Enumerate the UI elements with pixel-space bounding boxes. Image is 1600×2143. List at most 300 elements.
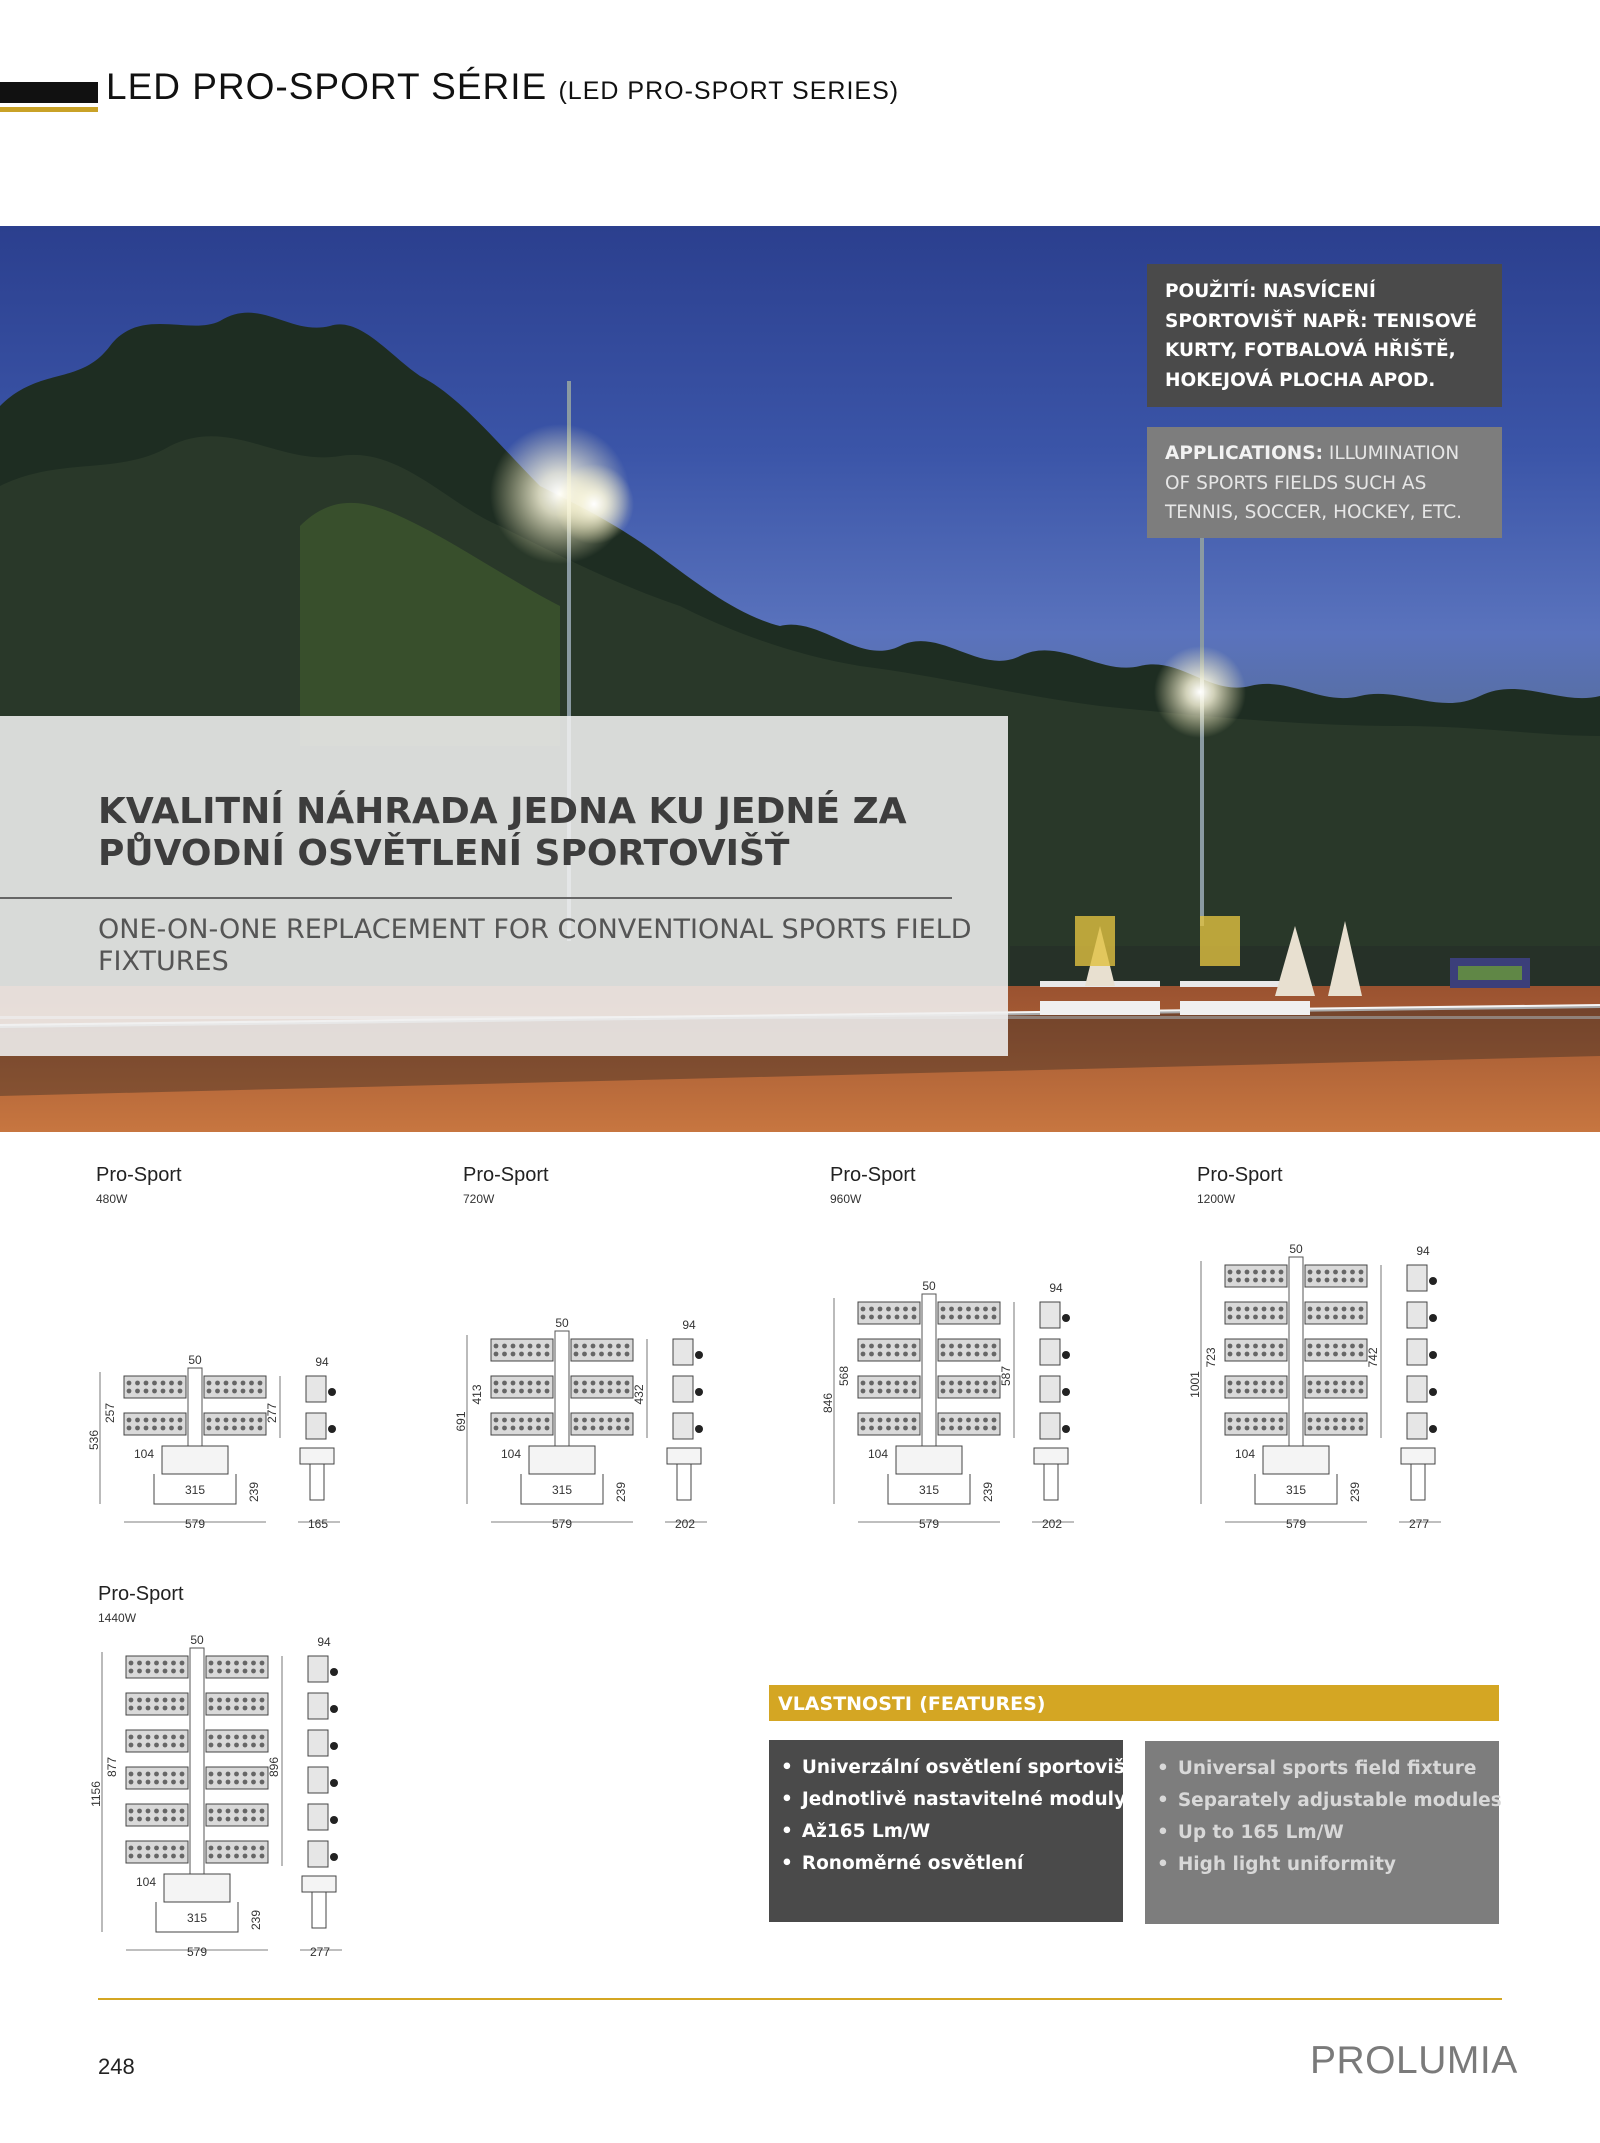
fixture-side-view (300, 1376, 336, 1500)
led-chip (180, 1772, 185, 1777)
led-chip (1253, 1381, 1258, 1386)
led-chip (1279, 1307, 1284, 1312)
dimension-label: 277 (1408, 1517, 1430, 1531)
dimension-label: 579 (551, 1517, 573, 1531)
led-chip (163, 1661, 168, 1666)
led-chip (209, 1669, 214, 1674)
led-chip (1279, 1389, 1284, 1394)
led-module (491, 1413, 553, 1435)
led-chip (129, 1669, 134, 1674)
led-chip (975, 1426, 980, 1431)
led-chip (171, 1809, 176, 1814)
dimension-label: 315 (1285, 1483, 1307, 1497)
led-module (1305, 1302, 1367, 1324)
header-bar-gold (0, 107, 98, 112)
led-chip (154, 1743, 159, 1748)
driver-housing (162, 1446, 228, 1474)
fixture-front-view (1225, 1257, 1367, 1504)
dimension-label: 94 (315, 1355, 329, 1369)
led-chip (144, 1418, 149, 1423)
led-module (938, 1413, 1000, 1435)
dimension-label: 1156 (89, 1781, 103, 1807)
led-chip (260, 1772, 265, 1777)
led-chip (1342, 1307, 1347, 1312)
led-chip (895, 1418, 900, 1423)
led-chip (616, 1418, 621, 1423)
led-chip (260, 1809, 265, 1814)
led-chip (1308, 1352, 1313, 1357)
dimension-label: 202 (674, 1517, 696, 1531)
led-chip (536, 1426, 541, 1431)
led-chip (1270, 1315, 1275, 1320)
led-chip (1350, 1381, 1355, 1386)
led-module (571, 1413, 633, 1435)
led-chip (502, 1426, 507, 1431)
led-chip (1316, 1307, 1321, 1312)
led-chip (1270, 1418, 1275, 1423)
led-chip (146, 1772, 151, 1777)
led-chip (251, 1669, 256, 1674)
led-chip (243, 1735, 248, 1740)
led-chip (171, 1780, 176, 1785)
led-chip (975, 1352, 980, 1357)
led-chip (599, 1389, 604, 1394)
led-chip (958, 1426, 963, 1431)
dimension-label: 104 (1234, 1447, 1256, 1461)
led-chip (1270, 1381, 1275, 1386)
side-module (1407, 1302, 1427, 1328)
led-chip (599, 1381, 604, 1386)
led-chip (599, 1352, 604, 1357)
feature-en-item: • Separately adjustable modules (1157, 1785, 1499, 1817)
led-module (206, 1841, 268, 1863)
product-name-720: Pro-Sport (463, 1164, 549, 1186)
led-chip (878, 1418, 883, 1423)
led-chip (251, 1698, 256, 1703)
headline-panel (0, 716, 1008, 1056)
led-chip (1350, 1278, 1355, 1283)
led-chip (903, 1352, 908, 1357)
led-chip (251, 1846, 256, 1851)
led-chip (625, 1352, 630, 1357)
led-chip (903, 1426, 908, 1431)
led-chip (983, 1352, 988, 1357)
dimension-label: 50 (555, 1316, 569, 1330)
adjust-knob (695, 1425, 703, 1433)
led-chip (1359, 1381, 1364, 1386)
led-chip (608, 1426, 613, 1431)
led-chip (949, 1426, 954, 1431)
led-module (858, 1302, 920, 1324)
adjust-knob (328, 1425, 336, 1433)
led-chip (226, 1854, 231, 1859)
side-module (1040, 1376, 1060, 1402)
led-chip (154, 1780, 159, 1785)
led-module (126, 1693, 188, 1715)
led-module (206, 1804, 268, 1826)
led-chip (599, 1426, 604, 1431)
dimension-label: 239 (249, 1909, 263, 1931)
led-chip (129, 1706, 134, 1711)
led-chip (895, 1307, 900, 1312)
dimension-label: 165 (307, 1517, 329, 1531)
dimension-label: 846 (821, 1392, 835, 1414)
led-chip (1236, 1418, 1241, 1423)
led-chip (226, 1661, 231, 1666)
led-chip (226, 1846, 231, 1851)
led-module (126, 1767, 188, 1789)
driver-housing (896, 1446, 962, 1474)
led-chip (243, 1809, 248, 1814)
dimension-label: 94 (1049, 1281, 1063, 1295)
led-chip (154, 1706, 159, 1711)
dimension-label: 94 (682, 1318, 696, 1332)
led-chip (1316, 1278, 1321, 1283)
led-chip (494, 1426, 499, 1431)
led-chip (869, 1426, 874, 1431)
led-chip (1245, 1426, 1250, 1431)
product-name-960: Pro-Sport (830, 1164, 916, 1186)
led-chip (1333, 1278, 1338, 1283)
led-chip (178, 1381, 183, 1386)
led-chip (608, 1352, 613, 1357)
usage-text-en: ILLUMINATION OF SPORTS FIELDS SUCH AS TENNIS, SOCCER, HOCKEY, ETC. (1165, 443, 1463, 523)
led-chip (137, 1706, 142, 1711)
led-chip (1325, 1389, 1330, 1394)
led-chip (171, 1735, 176, 1740)
led-chip (886, 1389, 891, 1394)
led-chip (163, 1706, 168, 1711)
led-chip (161, 1426, 166, 1431)
led-module (1305, 1339, 1367, 1361)
led-chip (502, 1344, 507, 1349)
led-chip (903, 1307, 908, 1312)
led-chip (180, 1661, 185, 1666)
led-chip (135, 1381, 140, 1386)
product-name-480: Pro-Sport (96, 1164, 182, 1186)
led-chip (1316, 1344, 1321, 1349)
side-module (673, 1376, 693, 1402)
dimension-label: 723 (1204, 1347, 1218, 1368)
led-chip (591, 1426, 596, 1431)
fixture-side-view (302, 1656, 338, 1928)
led-chip (1228, 1352, 1233, 1357)
led-chip (146, 1817, 151, 1822)
dimension-label: 742 (1366, 1347, 1380, 1368)
led-chip (224, 1381, 229, 1386)
led-chip (574, 1418, 579, 1423)
led-chip (144, 1381, 149, 1386)
led-chip (975, 1418, 980, 1423)
led-chip (207, 1389, 212, 1394)
led-chip (625, 1381, 630, 1386)
led-chip (941, 1307, 946, 1312)
led-chip (251, 1780, 256, 1785)
led-chip (895, 1344, 900, 1349)
led-chip (536, 1389, 541, 1394)
led-chip (502, 1418, 507, 1423)
led-chip (258, 1418, 263, 1423)
led-chip (217, 1846, 222, 1851)
usage-box-cz (1147, 264, 1502, 407)
led-chip (1262, 1418, 1267, 1423)
led-chip (224, 1426, 229, 1431)
dimension-label: 691 (454, 1411, 468, 1432)
led-chip (886, 1381, 891, 1386)
led-chip (171, 1698, 176, 1703)
led-chip (528, 1344, 533, 1349)
feature-cz-item: • Univerzální osvětlení sportovišť (781, 1752, 1123, 1784)
dimension-label: 587 (999, 1365, 1013, 1387)
led-chip (519, 1344, 524, 1349)
led-chip (217, 1661, 222, 1666)
led-module (571, 1339, 633, 1361)
led-chip (243, 1772, 248, 1777)
led-chip (1253, 1278, 1258, 1283)
driver-housing (529, 1446, 595, 1474)
led-chip (127, 1426, 132, 1431)
led-chip (1325, 1278, 1330, 1283)
led-chip (146, 1780, 151, 1785)
led-chip (1245, 1307, 1250, 1312)
led-chip (1316, 1315, 1321, 1320)
led-chip (152, 1389, 157, 1394)
led-chip (574, 1352, 579, 1357)
led-chip (234, 1854, 239, 1859)
led-chip (494, 1352, 499, 1357)
led-chip (234, 1743, 239, 1748)
led-chip (161, 1381, 166, 1386)
led-chip (1333, 1307, 1338, 1312)
led-chip (966, 1344, 971, 1349)
led-chip (861, 1418, 866, 1423)
led-chip (180, 1817, 185, 1822)
led-chip (992, 1418, 997, 1423)
led-chip (545, 1352, 550, 1357)
led-chip (966, 1381, 971, 1386)
led-chip (1342, 1270, 1347, 1275)
dimension-label: 104 (133, 1447, 155, 1461)
led-chip (169, 1389, 174, 1394)
led-chip (1359, 1352, 1364, 1357)
led-chip (861, 1315, 866, 1320)
led-chip (171, 1669, 176, 1674)
led-chip (1316, 1418, 1321, 1423)
led-chip (154, 1846, 159, 1851)
led-chip (519, 1352, 524, 1357)
side-module (1407, 1265, 1427, 1291)
led-chip (260, 1854, 265, 1859)
led-chip (163, 1809, 168, 1814)
led-chip (1253, 1344, 1258, 1349)
led-chip (574, 1426, 579, 1431)
led-module (858, 1413, 920, 1435)
led-chip (171, 1706, 176, 1711)
led-chip (260, 1743, 265, 1748)
led-chip (983, 1307, 988, 1312)
led-chip (949, 1418, 954, 1423)
led-chip (217, 1735, 222, 1740)
dimension-label: 413 (470, 1384, 484, 1405)
led-chip (1359, 1270, 1364, 1275)
led-chip (1359, 1307, 1364, 1312)
led-chip (207, 1426, 212, 1431)
led-chip (129, 1698, 134, 1703)
led-chip (1333, 1344, 1338, 1349)
adjust-knob (1062, 1388, 1070, 1396)
fixture-front-view (126, 1648, 268, 1932)
led-chip (209, 1854, 214, 1859)
features-box-en (1145, 1741, 1502, 1924)
led-chip (903, 1389, 908, 1394)
led-chip (1308, 1344, 1313, 1349)
led-chip (1359, 1315, 1364, 1320)
led-chip (135, 1418, 140, 1423)
led-chip (129, 1854, 134, 1859)
led-chip (1245, 1381, 1250, 1386)
led-chip (878, 1389, 883, 1394)
led-chip (502, 1352, 507, 1357)
led-chip (1333, 1389, 1338, 1394)
dimension-label: 277 (309, 1945, 331, 1959)
led-chip (1308, 1389, 1313, 1394)
led-chip (1333, 1315, 1338, 1320)
led-chip (582, 1418, 587, 1423)
led-chip (1262, 1270, 1267, 1275)
led-chip (226, 1669, 231, 1674)
led-chip (1236, 1270, 1241, 1275)
feature-en-item: • High light uniformity (1157, 1849, 1499, 1881)
brand-logo-text: PROLUMIA (1310, 2039, 1518, 2082)
led-chip (1308, 1307, 1313, 1312)
feature-en-item: • Up to 165 Lm/W (1157, 1817, 1499, 1849)
features-box-cz (769, 1740, 1134, 1922)
led-chip (949, 1389, 954, 1394)
led-chip (137, 1743, 142, 1748)
led-chip (135, 1426, 140, 1431)
side-module (308, 1841, 328, 1867)
led-chip (1359, 1344, 1364, 1349)
led-chip (137, 1669, 142, 1674)
drawing-1200w (1188, 1208, 1491, 1531)
led-chip (1236, 1352, 1241, 1357)
led-chip (146, 1698, 151, 1703)
led-chip (992, 1315, 997, 1320)
led-chip (180, 1698, 185, 1703)
dimension-label: 277 (265, 1402, 279, 1424)
led-chip (260, 1661, 265, 1666)
led-module (1305, 1265, 1367, 1287)
led-chip (886, 1315, 891, 1320)
led-chip (545, 1426, 550, 1431)
led-chip (146, 1743, 151, 1748)
dimension-label: 315 (551, 1483, 573, 1497)
product-watt-1440: 1440W (98, 1611, 137, 1625)
page-title-cz: LED PRO-SPORT SÉRIE (106, 66, 548, 107)
led-chip (209, 1706, 214, 1711)
side-module (1407, 1339, 1427, 1365)
product-watt-480: 480W (96, 1192, 128, 1206)
adjust-knob (1062, 1351, 1070, 1359)
led-chip (171, 1743, 176, 1748)
led-chip (217, 1772, 222, 1777)
led-chip (992, 1344, 997, 1349)
led-chip (146, 1854, 151, 1859)
led-chip (129, 1809, 134, 1814)
led-chip (163, 1743, 168, 1748)
led-chip (1308, 1315, 1313, 1320)
led-chip (234, 1817, 239, 1822)
led-chip (152, 1426, 157, 1431)
led-chip (1342, 1418, 1347, 1423)
led-chip (163, 1698, 168, 1703)
led-chip (1316, 1381, 1321, 1386)
led-chip (1342, 1389, 1347, 1394)
led-module (126, 1656, 188, 1678)
led-chip (1270, 1270, 1275, 1275)
led-chip (582, 1381, 587, 1386)
led-chip (129, 1817, 134, 1822)
led-chip (903, 1381, 908, 1386)
led-chip (209, 1780, 214, 1785)
led-chip (975, 1307, 980, 1312)
led-chip (1325, 1315, 1330, 1320)
led-chip (226, 1817, 231, 1822)
led-chip (180, 1706, 185, 1711)
led-chip (243, 1661, 248, 1666)
led-chip (1342, 1426, 1347, 1431)
led-chip (251, 1809, 256, 1814)
led-chip (1350, 1389, 1355, 1394)
led-module (938, 1302, 1000, 1324)
led-chip (209, 1772, 214, 1777)
led-chip (912, 1426, 917, 1431)
led-chip (912, 1381, 917, 1386)
led-chip (966, 1426, 971, 1431)
led-chip (949, 1307, 954, 1312)
led-chip (152, 1381, 157, 1386)
led-chip (958, 1352, 963, 1357)
led-chip (146, 1706, 151, 1711)
led-chip (869, 1307, 874, 1312)
led-chip (1253, 1352, 1258, 1357)
dimension-label: 432 (632, 1384, 646, 1405)
led-chip (209, 1817, 214, 1822)
led-chip (251, 1661, 256, 1666)
led-chip (591, 1381, 596, 1386)
led-chip (243, 1854, 248, 1859)
dimension-label: 104 (867, 1447, 889, 1461)
led-chip (941, 1389, 946, 1394)
led-chip (1342, 1315, 1347, 1320)
led-chip (1342, 1352, 1347, 1357)
led-chip (209, 1698, 214, 1703)
dimension-label: 579 (918, 1517, 940, 1531)
adjust-knob (1429, 1314, 1437, 1322)
led-chip (992, 1381, 997, 1386)
led-chip (207, 1381, 212, 1386)
usage-text-cz: POUŽITÍ: NASVÍCENÍ SPORTOVIŠŤ NAPŘ: TENISOVÉ KURTY, FOTBALOVÁ HŘIŠTĚ, HOKEJOVÁ PLOCHA APOD. (1165, 281, 1478, 391)
led-chip (217, 1854, 222, 1859)
dimension-label: 536 (87, 1429, 101, 1451)
led-chip (260, 1780, 265, 1785)
led-module (1305, 1413, 1367, 1435)
led-chip (1228, 1278, 1233, 1283)
led-chip (983, 1315, 988, 1320)
led-chip (234, 1706, 239, 1711)
led-chip (137, 1854, 142, 1859)
led-chip (861, 1389, 866, 1394)
